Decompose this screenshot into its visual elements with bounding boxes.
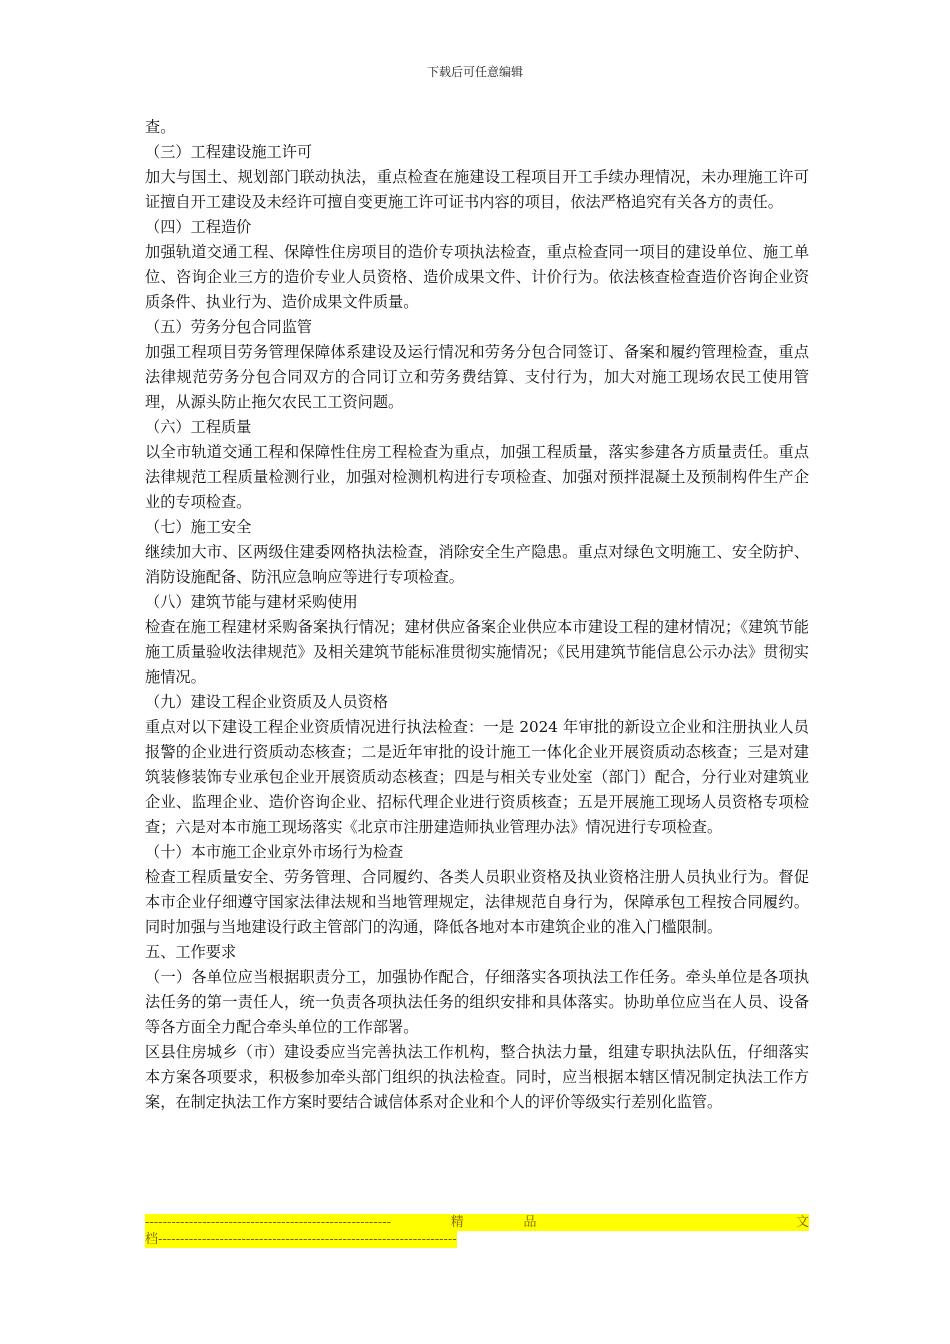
section-heading: （十）本市施工企业京外市场行为检查	[145, 843, 404, 861]
chapter-heading: 五、工作要求	[145, 943, 237, 961]
paragraph: （一）各单位应当根据职责分工，加强协作配合，仔细落实各项执法工作任务。牵头单位是各项执法任务的第一责任人，统一负责各项执法任务的组织安排和具体落实。协助单位应当在人员、设备等各方面全力配合牵头单位的工作部署。	[145, 968, 809, 1036]
paragraph: 检查工程质量安全、劳务管理、合同履约、各类人员职业资格及执业资格注册人员执业行为。督促本市企业仔细遵守国家法律法规和当地管理规定，法律规范自身行为，保障承包工程按合同履约。同时加强与当地建设行政主管部门的沟通，降低各地对本市建筑企业的准入门槛限制。	[145, 868, 809, 936]
paragraph: 加强工程项目劳务管理保障体系建设及运行情况和劳务分包合同签订、备案和履约管理检查，重点法律规范劳务分包合同双方的合同订立和劳务费结算、支付行为，加大对施工现场农民工使用管理，从源头防止拖欠农民工工资问题。	[145, 343, 809, 411]
footer-gap	[596, 1214, 736, 1231]
paragraph: 检查在施工程建材采购备案执行情况；建材供应备案企业供应本市建设工程的建材情况；《建筑节能施工质量验收法律规范》及相关建筑节能标准贯彻实施情况；《民用建筑节能信息公示办法》贯彻实施情况。	[145, 618, 809, 686]
footer-char: 品	[523, 1215, 537, 1230]
section-heading: （八）建筑节能与建材采购使用	[145, 593, 358, 611]
section-heading: （六）工程质量	[145, 418, 252, 436]
paragraph: 以全市轨道交通工程和保障性住房工程检查为重点，加强工程质量，落实参建各方质量责任。重点法律规范工程质量检测行业，加强对检测机构进行专项检查、加强对预拌混凝土及预制构件生产企业的专项检查。	[145, 443, 809, 511]
paragraph: 加强轨道交通工程、保障性住房项目的造价专项执法检查，重点检查同一项目的建设单位、施工单位、咨询企业三方的造价专业人员资格、造价成果文件、计价行为。依法核查检查造价咨询企业资质条件、执业行为、造价成果文件质量。	[145, 243, 809, 311]
paragraph: 继续加大市、区两级住建委网格执法检查，消除安全生产隐患。重点对绿色文明施工、安全防护、消防设施配备、防汛应急响应等进行专项检查。	[145, 543, 809, 586]
footer-char: 文	[795, 1215, 809, 1230]
paragraph: 加大与国土、规划部门联动执法，重点检查在施建设工程项目开工手续办理情况，未办理施工许可证擅自开工建设及未经许可擅自变更施工许可证书内容的项目，依法严格追究有关各方的责任。	[145, 168, 809, 211]
section-heading: （七）施工安全	[145, 518, 252, 536]
footer-dashes-right: --------------------------------------------------------------------	[158, 1232, 457, 1247]
document-body	[145, 115, 809, 1115]
section-heading: （九）建设工程企业资质及人员资格	[145, 693, 388, 711]
section-heading: （五）劳务分包合同监管	[145, 318, 313, 336]
section-heading: （三）工程建设施工许可	[145, 143, 313, 161]
footer-char: 档	[145, 1232, 159, 1247]
paragraph: 区县住房城乡（市）建设委应当完善执法工作机构，整合执法力量，组建专职执法队伍，仔细落实本方案各项要求，积极参加牵头部门组织的执法检查。同时，应当根据本辖区情况制定执法工作方案，在制定执法工作方案时要结合诚信体系对企业和个人的评价等级实行差别化监管。	[145, 1043, 809, 1111]
footer-char: 精	[450, 1215, 464, 1230]
footer-banner-row	[145, 1214, 809, 1231]
footer-banner-row	[145, 1231, 457, 1248]
footer-banner	[145, 1214, 809, 1248]
paragraph: 查。	[145, 118, 176, 136]
paragraph: 重点对以下建设工程企业资质情况进行执法检查：一是 2024 年审批的新设立企业和注册执业人员报警的企业进行资质动态核查；二是近年审批的设计施工一体化企业开展资质动态核查；三是对建筑装修装饰专业承包企业开展资质动态核查；四是与相关专业处室（部门）配合，分行业对建筑业企业、监理企业、造价咨询企业、招标代理企业进行资质核查；五是开展施工现场人员资格专项检查；六是对本市施工现场落实《北京市注册建造师执业管理办法》情况进行专项检查。	[145, 718, 809, 836]
footer-dashes-left: --------------------------------------------------------	[145, 1215, 391, 1230]
page-header: 下载后可任意编辑	[426, 65, 523, 79]
section-heading: （四）工程造价	[145, 218, 252, 236]
